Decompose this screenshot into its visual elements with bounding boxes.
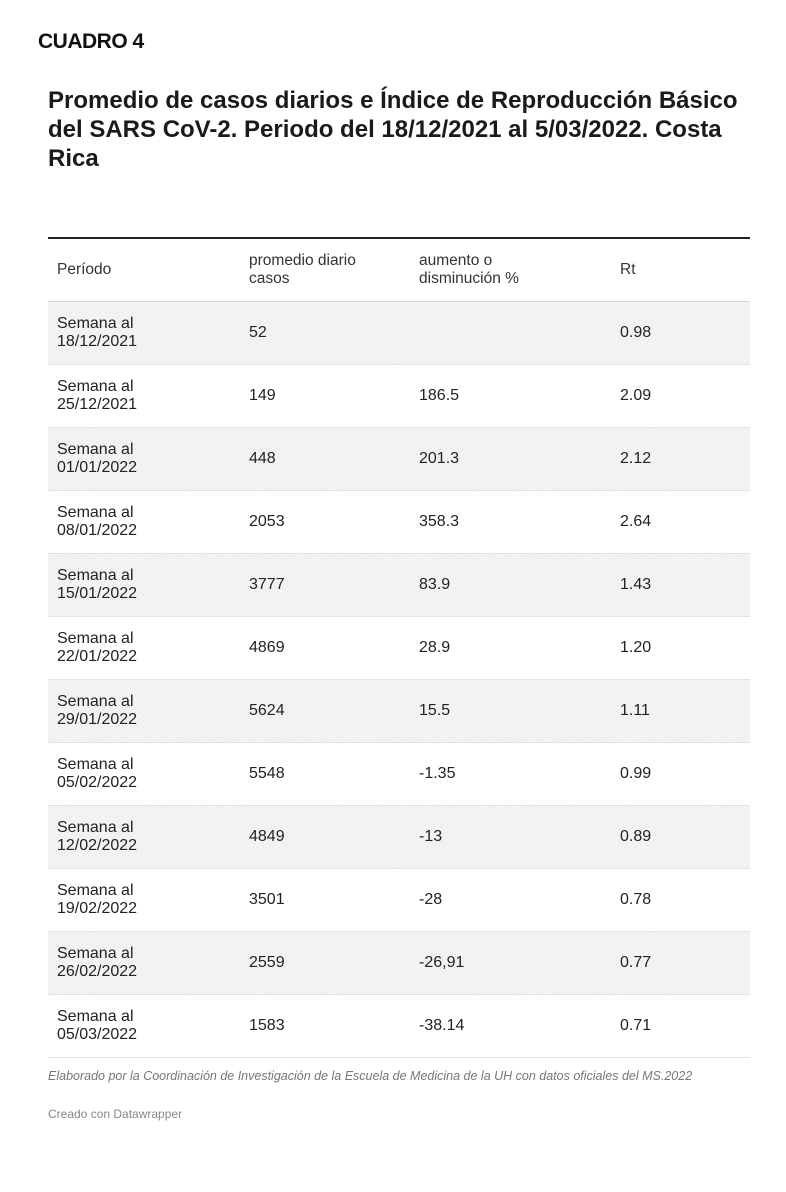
figure-label: CUADRO 4 bbox=[38, 30, 144, 53]
table-header-row bbox=[48, 239, 750, 302]
table-cell: 186.5 bbox=[419, 387, 460, 404]
table-cell: 4869 bbox=[249, 639, 285, 656]
table-cell: -13 bbox=[419, 828, 443, 845]
table-row bbox=[48, 806, 750, 869]
data-table bbox=[48, 237, 750, 1058]
table-cell: 0.89 bbox=[620, 828, 652, 845]
column-header: aumento o disminución % bbox=[419, 252, 519, 287]
table-cell: 0.98 bbox=[620, 324, 652, 341]
table-cell: 201.3 bbox=[419, 450, 460, 467]
column-header: Rt bbox=[620, 261, 636, 278]
table-cell: 5548 bbox=[249, 765, 285, 782]
table-row bbox=[48, 869, 750, 932]
source-note: Elaborado por la Coordinación de Investigación de la Escuela de Medicina de la UH con datos oficiales del MS.2022 bbox=[48, 1069, 693, 1083]
table-cell: Semana al 22/01/2022 bbox=[57, 630, 138, 665]
table-cell: 1.43 bbox=[620, 576, 652, 593]
table-cell: 0.77 bbox=[620, 954, 652, 971]
table-cell: 2.09 bbox=[620, 387, 652, 404]
chart-title: Promedio de casos diarios e Índice de Reproducción Básico del SARS CoV-2. Periodo del 18/12/2021 al 5/03/2022. Costa Rica bbox=[48, 87, 738, 172]
table-cell: Semana al 12/02/2022 bbox=[57, 819, 138, 854]
table-cell: -28 bbox=[419, 891, 443, 908]
table-cell: 15.5 bbox=[419, 702, 451, 719]
table-cell: -26,91 bbox=[419, 954, 465, 971]
column-header: promedio diario casos bbox=[249, 252, 356, 287]
table-cell: Semana al 19/02/2022 bbox=[57, 882, 138, 917]
column-header: Período bbox=[57, 261, 112, 278]
table-cell: 1.20 bbox=[620, 639, 652, 656]
table-cell: Semana al 15/01/2022 bbox=[57, 567, 138, 602]
table-cell: 83.9 bbox=[419, 576, 451, 593]
table-row bbox=[48, 491, 750, 554]
table-cell: Semana al 26/02/2022 bbox=[57, 945, 138, 980]
table-cell: -38.14 bbox=[419, 1017, 465, 1034]
table-cell: 0.78 bbox=[620, 891, 652, 908]
table-cell: 28.9 bbox=[419, 639, 451, 656]
table-cell: Semana al 25/12/2021 bbox=[57, 378, 138, 413]
table-cell: 3777 bbox=[249, 576, 285, 593]
table-cell: Semana al 01/01/2022 bbox=[57, 441, 138, 476]
table-cell: 4849 bbox=[249, 828, 285, 845]
table-cell: 2.64 bbox=[620, 513, 652, 530]
table-cell: 1.11 bbox=[620, 702, 650, 719]
table-row bbox=[48, 995, 750, 1058]
table-row bbox=[48, 302, 750, 365]
table-row bbox=[48, 554, 750, 617]
table-cell: 52 bbox=[249, 324, 267, 341]
table-cell: 2053 bbox=[249, 513, 285, 530]
table-row bbox=[48, 932, 750, 995]
table-row bbox=[48, 428, 750, 491]
table-cell: Semana al 05/02/2022 bbox=[57, 756, 138, 791]
table-row bbox=[48, 680, 750, 743]
table-cell: 0.99 bbox=[620, 765, 652, 782]
table-cell: 5624 bbox=[249, 702, 285, 719]
table-cell: Semana al 08/01/2022 bbox=[57, 504, 138, 539]
table-cell: Semana al 05/03/2022 bbox=[57, 1008, 138, 1043]
table-cell: 0.71 bbox=[620, 1017, 652, 1034]
table-cell: -1.35 bbox=[419, 765, 456, 782]
table-row bbox=[48, 617, 750, 680]
table-cell: 1583 bbox=[249, 1017, 285, 1034]
table-cell: 2559 bbox=[249, 954, 285, 971]
table-cell: 358.3 bbox=[419, 513, 460, 530]
table-cell: 2.12 bbox=[620, 450, 652, 467]
table-cell: 3501 bbox=[249, 891, 285, 908]
credit-line: Creado con Datawrapper bbox=[48, 1107, 183, 1121]
table-cell: Semana al 18/12/2021 bbox=[57, 315, 138, 350]
table-row bbox=[48, 743, 750, 806]
table-cell: 448 bbox=[249, 450, 276, 467]
table-cell: Semana al 29/01/2022 bbox=[57, 693, 138, 728]
table-row bbox=[48, 365, 750, 428]
table-cell: 149 bbox=[249, 387, 276, 404]
